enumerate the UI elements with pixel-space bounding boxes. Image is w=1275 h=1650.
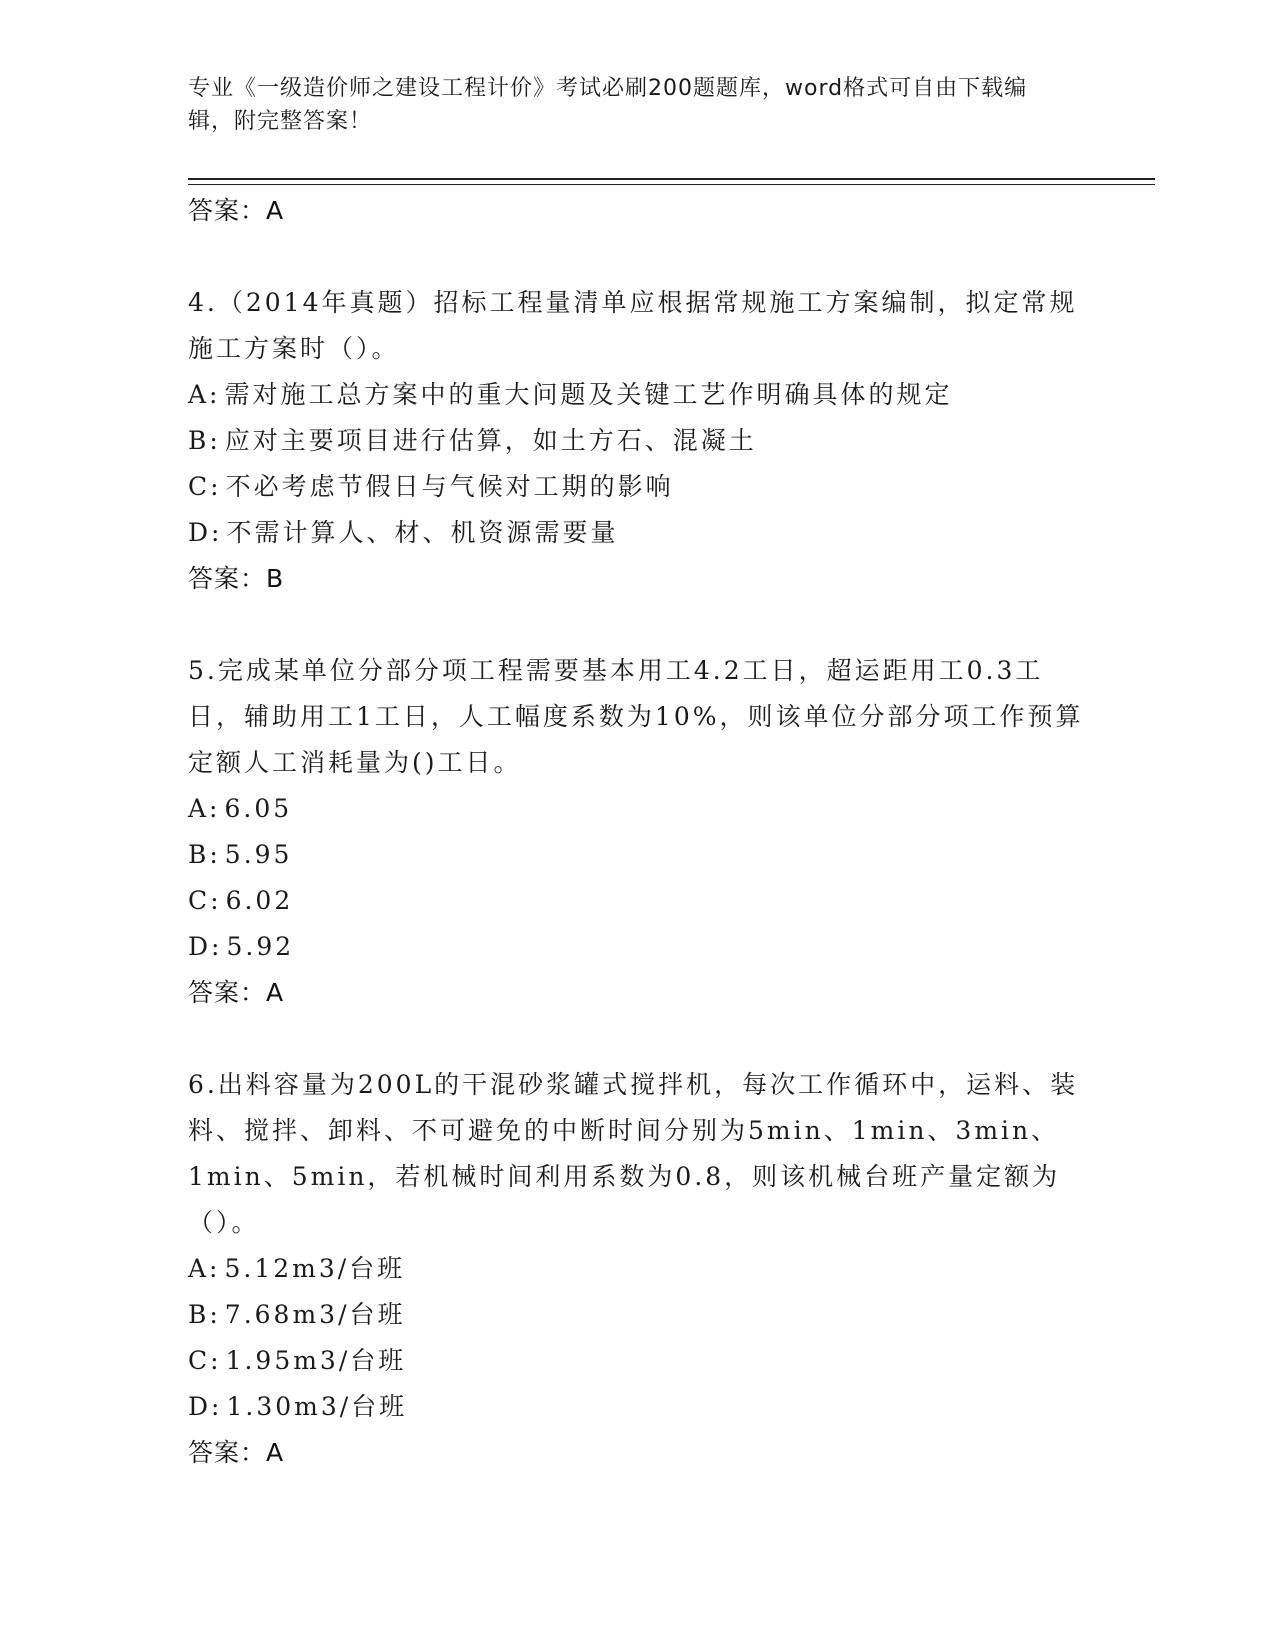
option-letter: D:: [188, 1392, 223, 1421]
question-text: 6.出料容量为200L的干混砂浆罐式搅拌机，每次工作循环中，运料、装料、搅拌、卸料、不可避免的中断时间分别为5min、1min、3min、1min、5min，若机械时间利用系数为0.8，则该机械台班产量定额为（）。: [188, 1070, 1079, 1237]
option-b: [188, 832, 1088, 878]
option-letter: A:: [188, 794, 221, 823]
question-item: [188, 280, 1088, 602]
option-a: [188, 786, 1088, 832]
option-text: 5.95: [224, 840, 293, 869]
answer-line: 答案：A: [188, 1438, 285, 1467]
option-text: 应对主要项目进行估算，如土方石、混凝土: [224, 426, 757, 455]
option-text: 5.12m3/台班: [224, 1254, 406, 1283]
option-letter: A:: [188, 380, 221, 409]
answer-line: 答案：A: [188, 196, 285, 225]
option-letter: D:: [188, 932, 223, 961]
option-letter: C:: [188, 472, 222, 501]
option-c: [188, 878, 1088, 924]
question-item: [188, 1062, 1088, 1476]
question-text: 5.完成某单位分部分项工程需要基本用工4.2工日，超运距用工0.3工日，辅助用工1工日，人工幅度系数为10%，则该单位分部分项工作预算定额人工消耗量为()工日。: [188, 656, 1084, 777]
option-letter: A:: [188, 1254, 221, 1283]
option-c: [188, 1338, 1088, 1384]
option-letter: B:: [188, 426, 221, 455]
question-text: 4.（2014年真题）招标工程量清单应根据常规施工方案编制，拟定常规施工方案时（）。: [188, 288, 1078, 363]
option-a: [188, 372, 1088, 418]
option-text: 6.05: [224, 794, 293, 823]
option-b: [188, 418, 1088, 464]
option-text: 1.30m3/台班: [226, 1392, 408, 1421]
option-text: 7.68m3/台班: [224, 1300, 406, 1329]
option-text: 不必考虑节假日与气候对工期的影响: [225, 472, 674, 501]
answer-line: 答案：B: [188, 564, 285, 593]
header-rule-thin: [188, 184, 1155, 185]
question-item: [188, 648, 1088, 1016]
option-text: 1.95m3/台班: [225, 1346, 407, 1375]
option-letter: B:: [188, 1300, 221, 1329]
option-c: [188, 464, 1088, 510]
option-text: 不需计算人、材、机资源需要量: [226, 518, 619, 547]
answer-line: 答案：A: [188, 978, 285, 1007]
question-list: [188, 188, 1088, 1476]
option-b: [188, 1292, 1088, 1338]
option-text: 5.92: [226, 932, 295, 961]
option-a: [188, 1246, 1088, 1292]
document-header: 专业《一级造价师之建设工程计价》考试必刷200题题库，word格式可自由下载编辑，附完整答案！: [188, 76, 1028, 134]
option-d: [188, 1384, 1088, 1430]
option-letter: D:: [188, 518, 223, 547]
option-text: 6.02: [225, 886, 294, 915]
option-d: [188, 510, 1088, 556]
option-letter: C:: [188, 886, 222, 915]
header-rule-thick: [188, 178, 1155, 180]
option-text: 需对施工总方案中的重大问题及关键工艺作明确具体的规定: [224, 380, 953, 409]
option-d: [188, 924, 1088, 970]
option-letter: C:: [188, 1346, 222, 1375]
option-letter: B:: [188, 840, 221, 869]
